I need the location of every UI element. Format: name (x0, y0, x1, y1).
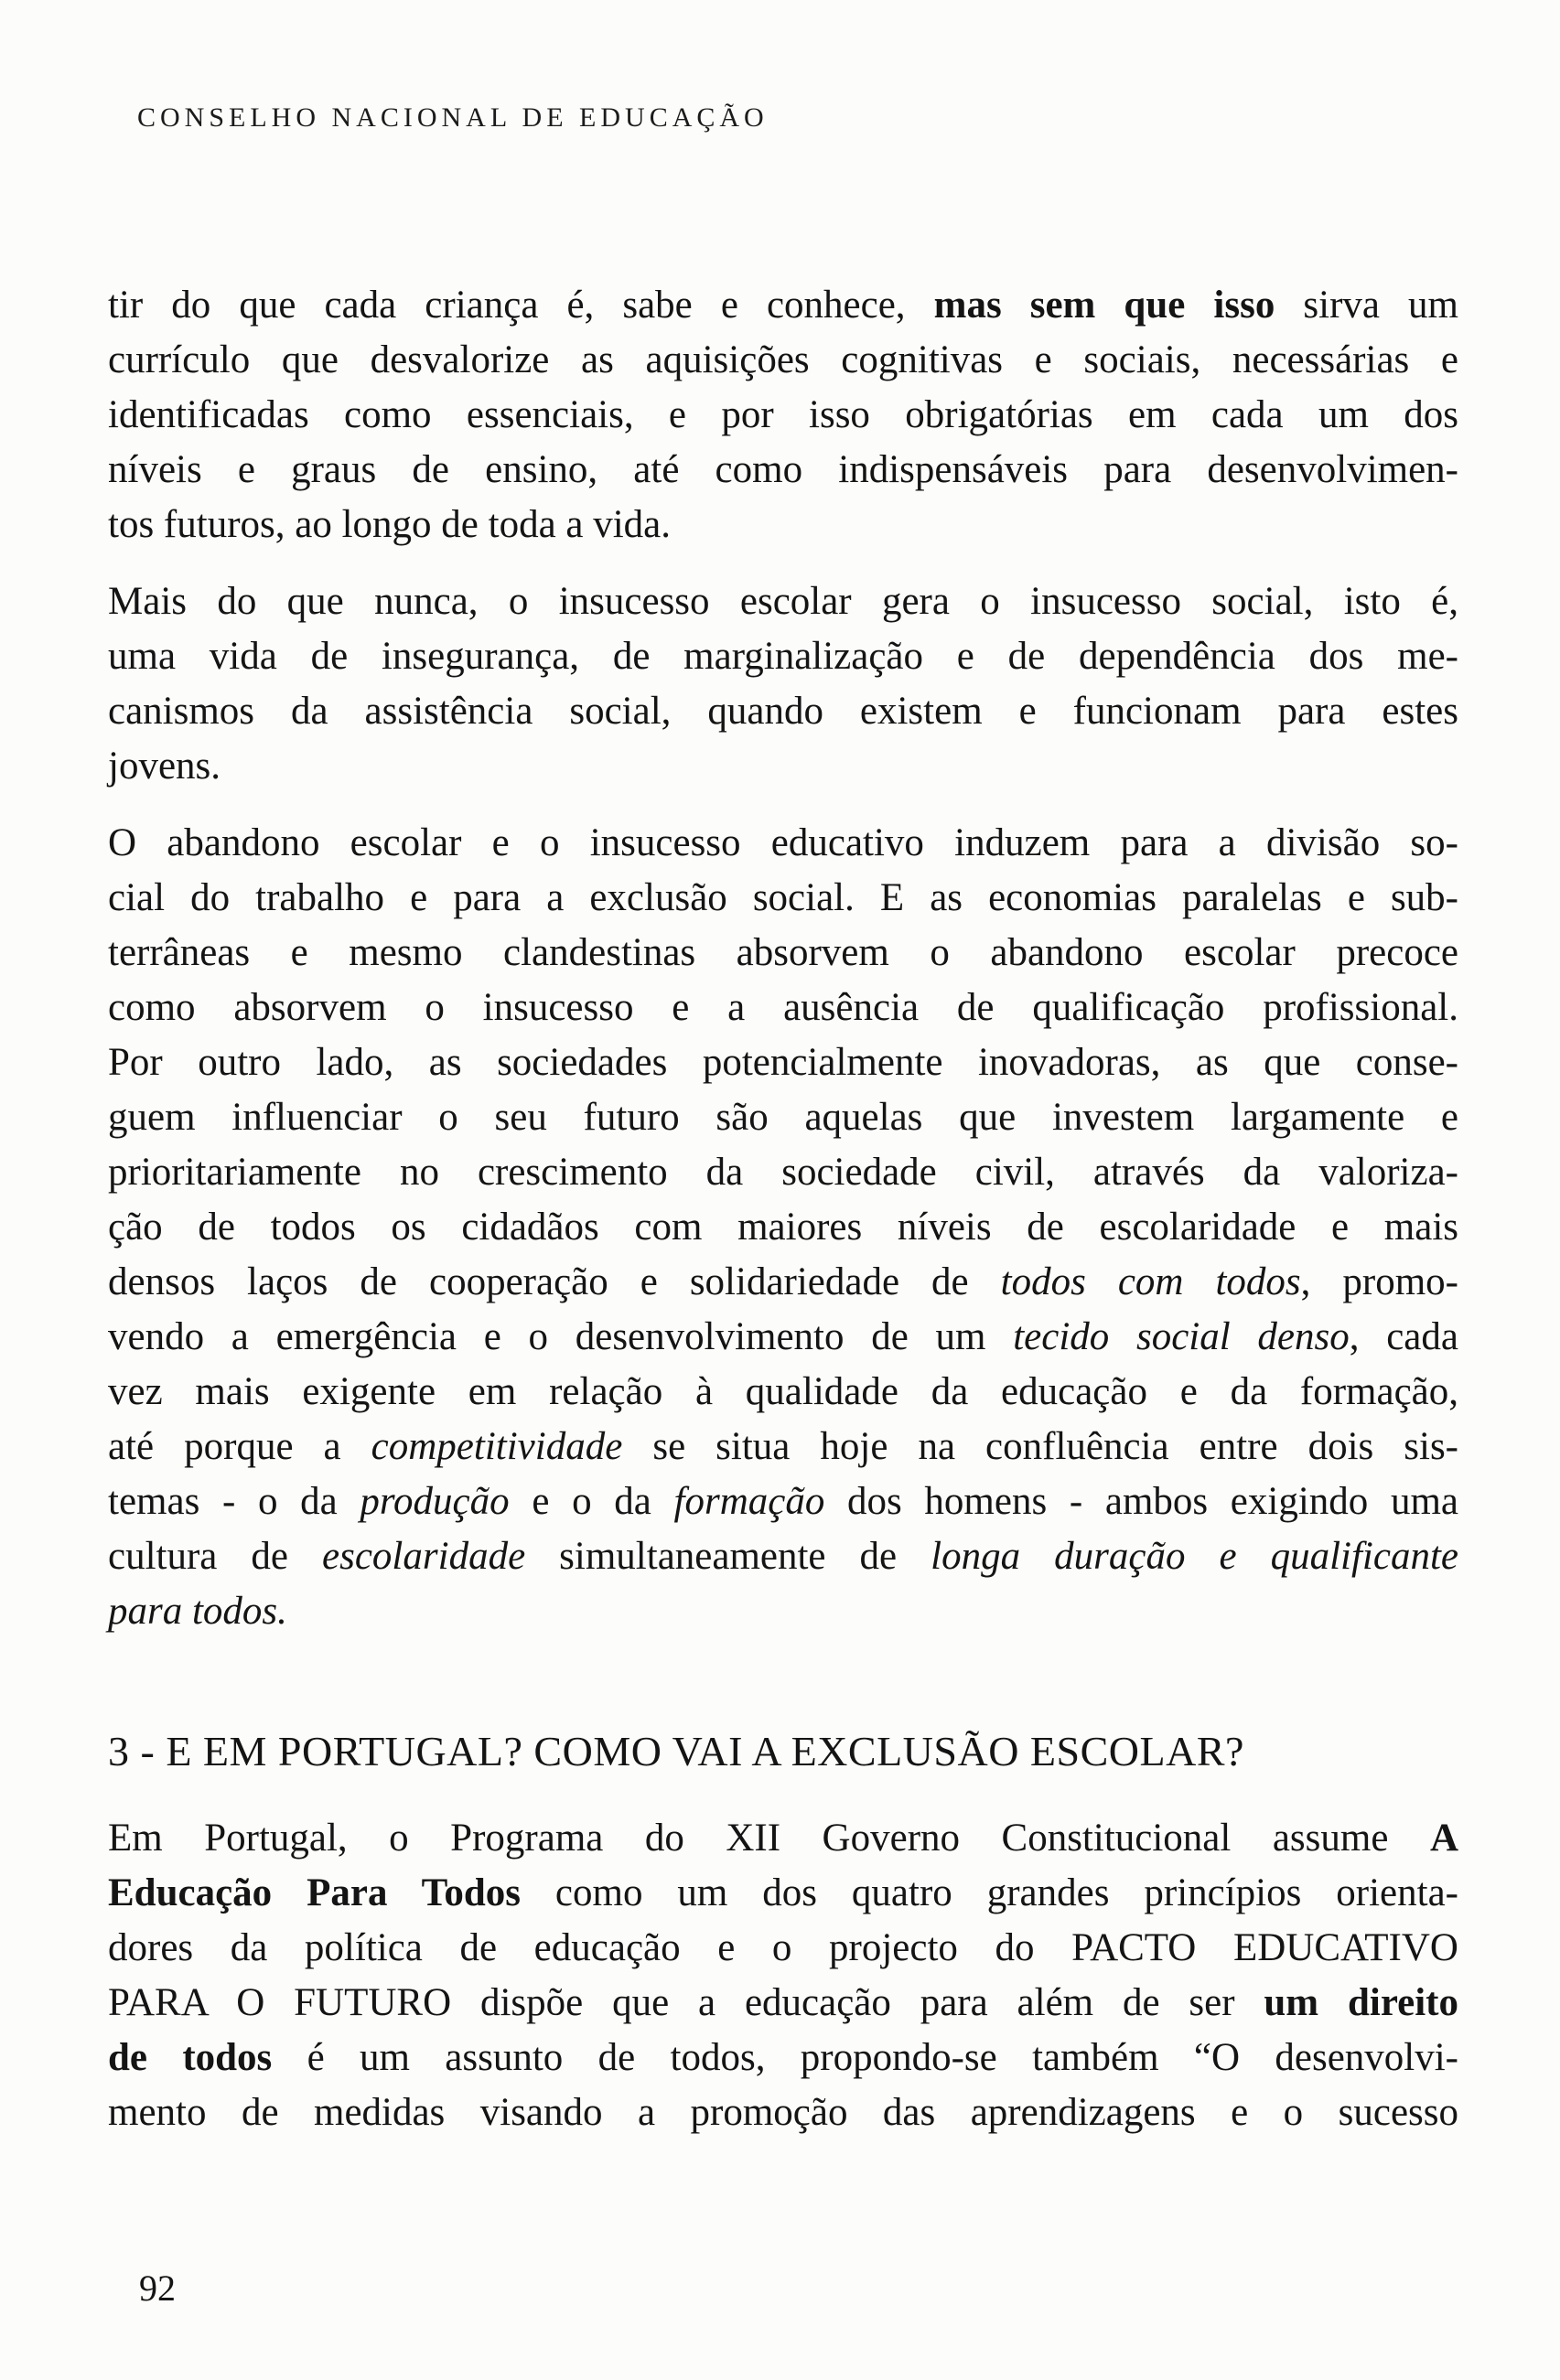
paragraph (108, 574, 1458, 794)
text-line: Por outro lado, as sociedades potencialmente inovadoras, as que conse- (108, 1041, 1458, 1084)
paragraphs-before-heading (108, 278, 1458, 1639)
text-line: tos futuros, ao longo de toda a vida. (108, 503, 672, 546)
text-line: canismos da assistência social, quando existem e funcionam para estes (108, 690, 1458, 733)
text-line: cial do trabalho e para a exclusão social. E as economias paralelas e sub- (108, 876, 1458, 919)
body-column (108, 278, 1458, 2162)
text-line: guem influenciar o seu futuro são aquelas que investem largamente e (108, 1096, 1458, 1139)
text-line: terrâneas e mesmo clandestinas absorvem o abandono escolar precoce (108, 931, 1458, 974)
text-line: jovens. (108, 745, 221, 788)
text-line: até porque a competitividade se situa hoje na confluência entre dois sis- (108, 1425, 1459, 1468)
paragraph (108, 816, 1458, 1639)
section-heading: 3 - E EM PORTUGAL? COMO VAI A EXCLUSÃO ESCOLAR? (108, 1728, 1244, 1774)
paragraph (108, 1811, 1458, 2140)
text-line: para todos. (108, 1590, 287, 1633)
text-line: densos laços de cooperação e solidariedade de todos com todos, promo- (108, 1260, 1458, 1303)
text-line: tir do que cada criança é, sabe e conhece, mas sem que isso sirva um (108, 284, 1458, 327)
text-line: como absorvem o insucesso e a ausência de qualificação profissional. (108, 986, 1458, 1029)
text-line: mento de medidas visando a promoção das aprendizagens e o sucesso (108, 2091, 1458, 2134)
paragraph (108, 278, 1458, 552)
text-line: Mais do que nunca, o insucesso escolar gera o insucesso social, isto é, (108, 580, 1458, 623)
text-line: prioritariamente no crescimento da sociedade civil, através da valoriza- (108, 1151, 1458, 1194)
page-number: 92 (139, 2267, 176, 2309)
paragraphs-after-heading (108, 1811, 1458, 2140)
text-line: uma vida de insegurança, de marginalização e de dependência dos me- (108, 635, 1458, 678)
text-line: O abandono escolar e o insucesso educativo induzem para a divisão so- (108, 821, 1458, 864)
running-header: CONSELHO NACIONAL DE EDUCAÇÃO (137, 102, 769, 133)
text-line: temas - o da produção e o da formação dos homens - ambos exigindo uma (108, 1480, 1458, 1523)
text-line: PARA O FUTURO dispõe que a educação para além de ser um direito (108, 1981, 1458, 2024)
text-line: currículo que desvalorize as aquisições cognitivas e sociais, necessárias e (108, 338, 1458, 381)
text-line: cultura de escolaridade simultaneamente de longa duração e qualificante (108, 1535, 1458, 1578)
text-line: Educação Para Todos como um dos quatro grandes princípios orienta- (108, 1871, 1458, 1914)
text-line: vez mais exigente em relação à qualidade da educação e da formação, (108, 1370, 1458, 1413)
text-line: ção de todos os cidadãos com maiores níveis de escolaridade e mais (108, 1206, 1458, 1249)
text-line: níveis e graus de ensino, até como indispensáveis para desenvolvimen- (108, 448, 1458, 491)
text-line: de todos é um assunto de todos, propondo-se também “O desenvolvi- (108, 2036, 1458, 2079)
text-line: Em Portugal, o Programa do XII Governo Constitucional assume A (108, 1817, 1458, 1860)
text-line: identificadas como essenciais, e por isso obrigatórias em cada um dos (108, 393, 1458, 436)
text-line: dores da política de educação e o projecto do PACTO EDUCATIVO (108, 1926, 1458, 1969)
text-line: vendo a emergência e o desenvolvimento de um tecido social denso, cada (108, 1315, 1458, 1358)
